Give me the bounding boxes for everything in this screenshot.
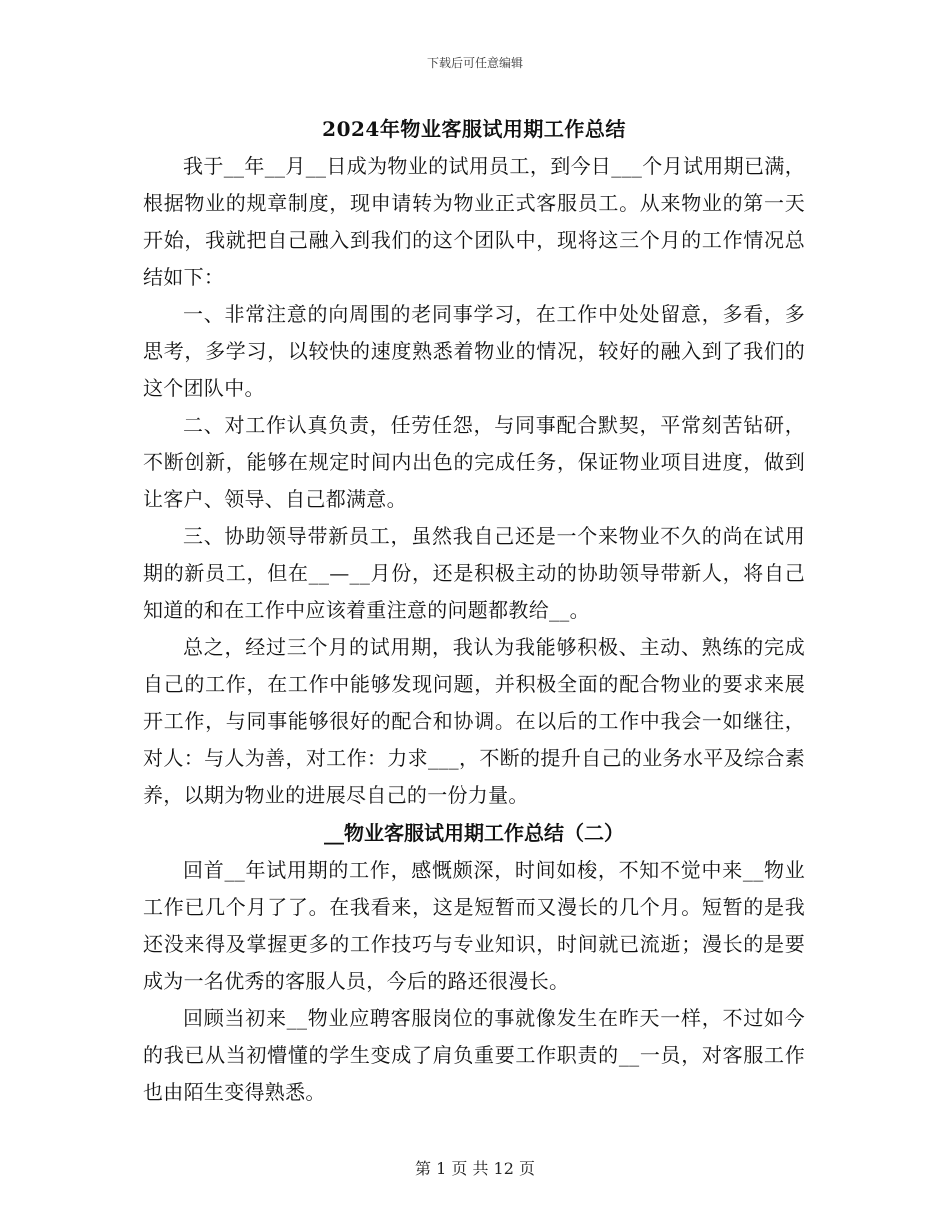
paragraph: 三、协助领导带新员工，虽然我自己还是一个来物业不久的尚在试用期的新员工，但在__—__月份，还是积极主动的协助领导带新人，将自己知道的和在工作中应该着重注意的问题都教给__。: [143, 524, 805, 622]
page-number: 第 1 页 共 12 页: [415, 1159, 535, 1178]
document-title: 2024年物业客服试用期工作总结: [322, 117, 626, 141]
paragraph: 总之，经过三个月的试用期，我认为我能够积极、主动、熟练的完成自己的工作，在工作中能够发现问题，并积极全面的配合物业的要求来展开工作，与同事能够很好的配合和协调。在以后的工作中我会一如继往，对人：与人为善，对工作：力求___，不断的提升自己的业务水平及综合素养，以期为物业的进展尽自己的一份力量。: [143, 635, 805, 807]
paragraph: 回顾当初来__物业应聘客服岗位的事就像发生在昨天一样，不过如今的我已从当初懵懂的学生变成了肩负重要工作职责的__一员，对客服工作也由陌生变得熟悉。: [143, 1006, 805, 1104]
page-header-note: 下载后可任意编辑: [426, 56, 523, 70]
section-title: __物业客服试用期工作总结（二）: [324, 821, 624, 845]
document-body: [143, 110, 805, 1111]
paragraph: 我于__年__月__日成为物业的试用员工，到今日___个月试用期已满，根据物业的规章制度，现申请转为物业正式客服员工。从来物业的第一天开始，我就把自己融入到我们的这个团队中，现将这三个月的工作情况总结如下：: [143, 154, 805, 289]
paragraph: 回首__年试用期的工作，感慨颇深，时间如梭，不知不觉中来__物业工作已几个月了了。在我看来，这是短暂而又漫长的几个月。短暂的是我还没来得及掌握更多的工作技巧与专业知识，时间就已流逝；漫长的是要成为一名优秀的客服人员，今后的路还很漫长。: [143, 858, 805, 993]
paragraph: 二、对工作认真负责，任劳任怨，与同事配合默契，平常刻苦钻研，不断创新，能够在规定时间内出色的完成任务，保证物业项目进度，做到让客户、领导、自己都满意。: [143, 413, 805, 511]
paragraph: 一、非常注意的向周围的老同事学习，在工作中处处留意，多看，多思考，多学习，以较快的速度熟悉着物业的情况，较好的融入到了我们的这个团队中。: [143, 302, 805, 400]
